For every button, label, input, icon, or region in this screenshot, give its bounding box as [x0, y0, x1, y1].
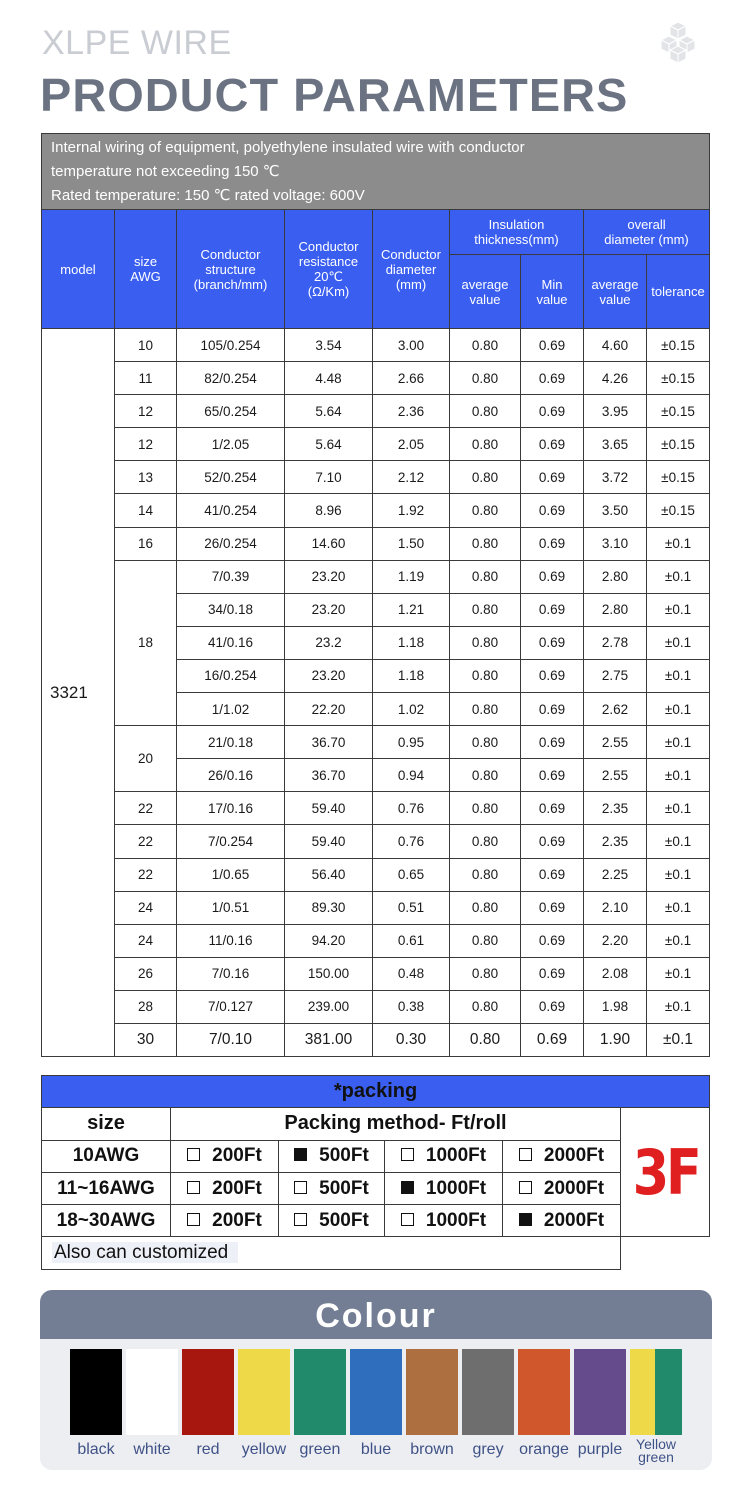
packing-option	[503, 1172, 621, 1204]
table-row	[42, 494, 710, 527]
cell-ins-avg: 0.80	[450, 825, 521, 858]
cell-diameter: 0.61	[373, 924, 450, 957]
cell-structure: 7/0.39	[177, 560, 285, 593]
cell-size: 22	[115, 792, 177, 825]
cell-resistance: 4.48	[285, 362, 373, 395]
cell-od-avg: 2.80	[584, 560, 647, 593]
col-header-model: model	[42, 210, 115, 329]
colour-label: orange	[519, 1441, 569, 1458]
cell-diameter: 0.65	[373, 858, 450, 891]
packing-size: 10AWG	[42, 1140, 171, 1172]
packing-note-row	[42, 1237, 710, 1269]
table-row	[42, 329, 710, 362]
cell-structure: 11/0.16	[177, 924, 285, 957]
cell-size: 12	[115, 395, 177, 428]
unchecked-box-icon	[401, 1148, 414, 1161]
cell-size: 16	[115, 527, 177, 560]
cell-od-avg: 3.95	[584, 395, 647, 428]
page-title: PRODUCT PARAMETERS	[40, 69, 629, 121]
col-header-resistance: Conductor resistance 20℃ (Ω/Km)	[285, 210, 373, 329]
colour-swatch	[182, 1349, 234, 1435]
cell-resistance: 7.10	[285, 461, 373, 494]
cell-ins-avg: 0.80	[450, 494, 521, 527]
colour-label: brown	[410, 1441, 454, 1458]
cell-tol: ±0.15	[647, 362, 710, 395]
cell-tol: ±0.1	[647, 560, 710, 593]
unchecked-box-icon	[187, 1213, 200, 1226]
cell-ins-avg: 0.80	[450, 428, 521, 461]
cell-structure: 105/0.254	[177, 329, 285, 362]
cell-size: 26	[115, 957, 177, 990]
col-header-ins-average: average value	[450, 255, 521, 329]
colour-label-line: green	[638, 1449, 674, 1465]
colour-swatch	[70, 1349, 122, 1435]
cell-diameter: 1.19	[373, 560, 450, 593]
cell-ins-avg: 0.80	[450, 1023, 521, 1056]
colour-label-line: Yellow	[636, 1436, 676, 1452]
cell-model: 3321	[42, 329, 115, 1057]
cell-ins-avg: 0.80	[450, 461, 521, 494]
cell-ins-avg: 0.80	[450, 990, 521, 1023]
cell-ins-avg: 0.80	[450, 395, 521, 428]
cell-tol: ±0.1	[647, 891, 710, 924]
packing-option-label: 1000Ft	[425, 1145, 487, 1167]
cell-structure: 65/0.254	[177, 395, 285, 428]
col-header-size: size AWG	[115, 210, 177, 329]
cell-resistance: 94.20	[285, 924, 373, 957]
colour-panel	[40, 1290, 712, 1470]
cell-od-avg: 2.10	[584, 891, 647, 924]
cell-tol: ±0.15	[647, 461, 710, 494]
cell-ins-avg: 0.80	[450, 560, 521, 593]
cell-ins-avg: 0.80	[450, 924, 521, 957]
cell-tol: ±0.1	[647, 593, 710, 626]
packing-option-label: 500Ft	[319, 1145, 369, 1167]
packing-option	[171, 1172, 279, 1204]
colour-swatch	[294, 1349, 346, 1435]
cell-od-avg: 2.20	[584, 924, 647, 957]
checked-box-icon	[294, 1148, 307, 1161]
colour-swatch	[350, 1349, 402, 1435]
cell-ins-min: 0.69	[521, 395, 584, 428]
description-line: Internal wiring of equipment, polyethylene insulated wire with conductor	[51, 139, 525, 156]
cell-od-avg: 3.72	[584, 461, 647, 494]
colour-label: blue	[360, 1441, 392, 1458]
cell-size: 13	[115, 461, 177, 494]
cell-diameter: 0.76	[373, 792, 450, 825]
unchecked-box-icon	[519, 1148, 532, 1161]
cell-tol: ±0.1	[647, 957, 710, 990]
cell-structure: 41/0.254	[177, 494, 285, 527]
cell-tol: ±0.15	[647, 395, 710, 428]
cell-resistance: 150.00	[285, 957, 373, 990]
checked-box-icon	[401, 1181, 414, 1194]
packing-option	[385, 1172, 503, 1204]
cell-od-avg: 4.60	[584, 329, 647, 362]
checked-box-icon	[519, 1213, 532, 1226]
colour-label: black	[77, 1441, 115, 1458]
cell-od-avg: 2.75	[584, 659, 647, 692]
packing-row	[42, 1172, 710, 1204]
colour-swatch	[574, 1349, 626, 1435]
cell-ins-avg: 0.80	[450, 726, 521, 759]
cell-diameter: 0.94	[373, 759, 450, 792]
cell-structure: 17/0.16	[177, 792, 285, 825]
cell-od-avg: 1.98	[584, 990, 647, 1023]
cell-ins-min: 0.69	[521, 858, 584, 891]
cell-ins-min: 0.69	[521, 494, 584, 527]
description-line: Rated temperature: 150 ℃ rated voltage: 600V	[51, 187, 365, 204]
packing-row	[42, 1140, 710, 1172]
cell-resistance: 59.40	[285, 792, 373, 825]
colour-swatch	[238, 1349, 290, 1435]
packing-option	[385, 1205, 503, 1237]
packing-option-label: 2000Ft	[543, 1209, 605, 1231]
cell-ins-min: 0.69	[521, 990, 584, 1023]
cell-od-avg: 2.35	[584, 825, 647, 858]
cell-ins-avg: 0.80	[450, 957, 521, 990]
colour-swatch	[518, 1349, 570, 1435]
cell-structure: 26/0.16	[177, 759, 285, 792]
table-row	[42, 461, 710, 494]
packing-option-label: 200Ft	[212, 1209, 262, 1231]
cell-diameter: 2.12	[373, 461, 450, 494]
table-row	[42, 428, 710, 461]
cell-resistance: 381.00	[285, 1023, 373, 1056]
cell-od-avg: 2.62	[584, 693, 647, 726]
cell-ins-avg: 0.80	[450, 593, 521, 626]
cell-diameter: 3.00	[373, 329, 450, 362]
cell-resistance: 5.64	[285, 395, 373, 428]
table-row	[42, 957, 710, 990]
cell-tol: ±0.15	[647, 428, 710, 461]
packing-option	[279, 1205, 385, 1237]
cell-size: 24	[115, 924, 177, 957]
cell-size: 10	[115, 329, 177, 362]
cell-ins-avg: 0.80	[450, 792, 521, 825]
packing-option	[171, 1205, 279, 1237]
cell-diameter: 1.50	[373, 527, 450, 560]
col-header-diameter: Conductor diameter (mm)	[373, 210, 450, 329]
colour-label: yellow	[241, 1441, 287, 1458]
colour-label	[623, 1438, 689, 1464]
cell-ins-avg: 0.80	[450, 362, 521, 395]
packing-option-label: 2000Ft	[543, 1177, 605, 1199]
cell-od-avg: 2.80	[584, 593, 647, 626]
table-row	[42, 990, 710, 1023]
cell-ins-min: 0.69	[521, 825, 584, 858]
packing-size: 11~16AWG	[42, 1172, 171, 1204]
table-row	[42, 1023, 710, 1056]
cell-ins-avg: 0.80	[450, 329, 521, 362]
cell-structure: 7/0.10	[177, 1023, 285, 1056]
colour-swatch	[462, 1349, 514, 1435]
cell-od-avg: 1.90	[584, 1023, 647, 1056]
col-header-overall: overall diameter (mm)	[584, 210, 710, 255]
cell-diameter: 0.76	[373, 825, 450, 858]
col-header-od-average: average value	[584, 255, 647, 329]
packing-option-label: 200Ft	[212, 1145, 262, 1167]
cell-od-avg: 4.26	[584, 362, 647, 395]
cell-resistance: 23.20	[285, 659, 373, 692]
cell-size: 24	[115, 891, 177, 924]
cell-resistance: 23.20	[285, 560, 373, 593]
cell-structure: 82/0.254	[177, 362, 285, 395]
cell-diameter: 1.92	[373, 494, 450, 527]
cell-diameter: 0.38	[373, 990, 450, 1023]
colour-swatch	[126, 1349, 178, 1435]
cell-tol: ±0.1	[647, 792, 710, 825]
colour-swatch	[406, 1349, 458, 1435]
cell-resistance: 36.70	[285, 759, 373, 792]
cell-size: 11	[115, 362, 177, 395]
cell-ins-avg: 0.80	[450, 891, 521, 924]
packing-option-label: 1000Ft	[425, 1209, 487, 1231]
cell-structure: 7/0.127	[177, 990, 285, 1023]
cell-od-avg: 2.35	[584, 792, 647, 825]
cell-structure: 1/0.51	[177, 891, 285, 924]
cell-tol: ±0.1	[647, 759, 710, 792]
colour-label: purple	[577, 1441, 623, 1458]
cell-tol: ±0.15	[647, 329, 710, 362]
cell-diameter: 1.18	[373, 659, 450, 692]
col-header-structure: Conductor structure (branch/mm)	[177, 210, 285, 329]
packing-option	[279, 1172, 385, 1204]
cell-diameter: 0.30	[373, 1023, 450, 1056]
cell-ins-min: 0.69	[521, 527, 584, 560]
colour-swatch	[630, 1349, 682, 1435]
cell-ins-min: 0.69	[521, 957, 584, 990]
cell-ins-min: 0.69	[521, 593, 584, 626]
packing-option	[503, 1140, 621, 1172]
cell-size: 18	[115, 560, 177, 725]
cell-resistance: 8.96	[285, 494, 373, 527]
cell-ins-avg: 0.80	[450, 659, 521, 692]
packing-option-label: 500Ft	[319, 1177, 369, 1199]
cell-ins-avg: 0.80	[450, 693, 521, 726]
cell-ins-min: 0.69	[521, 461, 584, 494]
cell-size: 22	[115, 825, 177, 858]
cell-ins-avg: 0.80	[450, 759, 521, 792]
cell-ins-min: 0.69	[521, 659, 584, 692]
table-description	[42, 134, 710, 210]
cell-ins-min: 0.69	[521, 924, 584, 957]
packing-note: Also can customized	[52, 1242, 238, 1263]
table-row	[42, 792, 710, 825]
packing-option-label: 500Ft	[319, 1209, 369, 1231]
cell-structure: 41/0.16	[177, 626, 285, 659]
cell-resistance: 239.00	[285, 990, 373, 1023]
packing-size-header: size	[42, 1108, 171, 1140]
cell-od-avg: 3.10	[584, 527, 647, 560]
cell-diameter: 0.95	[373, 726, 450, 759]
cell-structure: 1/1.02	[177, 693, 285, 726]
cell-structure: 1/2.05	[177, 428, 285, 461]
cell-od-avg: 2.25	[584, 858, 647, 891]
unchecked-box-icon	[401, 1213, 414, 1226]
colour-label: green	[299, 1441, 341, 1458]
cell-ins-min: 0.69	[521, 362, 584, 395]
cell-od-avg: 2.78	[584, 626, 647, 659]
cell-tol: ±0.1	[647, 726, 710, 759]
cell-tol: ±0.1	[647, 858, 710, 891]
packing-option-label: 2000Ft	[543, 1145, 605, 1167]
cell-resistance: 89.30	[285, 891, 373, 924]
cubes-icon	[656, 20, 700, 64]
header-subtitle: XLPE WIRE	[42, 24, 232, 62]
colour-swatches	[70, 1349, 686, 1435]
cell-ins-min: 0.69	[521, 792, 584, 825]
cell-od-avg: 2.08	[584, 957, 647, 990]
cell-od-avg: 2.55	[584, 759, 647, 792]
table-row	[42, 891, 710, 924]
cell-tol: ±0.1	[647, 626, 710, 659]
cell-resistance: 3.54	[285, 329, 373, 362]
cell-ins-min: 0.69	[521, 693, 584, 726]
cell-diameter: 2.05	[373, 428, 450, 461]
packing-method-header: Packing method- Ft/roll	[171, 1108, 621, 1140]
unchecked-box-icon	[294, 1181, 307, 1194]
col-header-insulation: Insulation thickness(mm)	[450, 210, 584, 255]
parameter-table	[41, 133, 710, 1057]
colour-title: Colour	[40, 1290, 712, 1339]
cell-ins-avg: 0.80	[450, 858, 521, 891]
cell-ins-avg: 0.80	[450, 527, 521, 560]
cell-resistance: 23.2	[285, 626, 373, 659]
col-header-ins-min: Min value	[521, 255, 584, 329]
cell-size: 30	[115, 1023, 177, 1056]
cell-tol: ±0.1	[647, 527, 710, 560]
cell-diameter: 2.66	[373, 362, 450, 395]
cell-diameter: 1.02	[373, 693, 450, 726]
cell-resistance: 14.60	[285, 527, 373, 560]
cell-ins-min: 0.69	[521, 759, 584, 792]
cell-size: 14	[115, 494, 177, 527]
colour-label: grey	[472, 1441, 504, 1458]
packing-row	[42, 1205, 710, 1237]
cell-diameter: 1.18	[373, 626, 450, 659]
cell-size: 20	[115, 726, 177, 792]
cell-tol: ±0.1	[647, 659, 710, 692]
unchecked-box-icon	[294, 1213, 307, 1226]
cell-tol: ±0.15	[647, 494, 710, 527]
cell-ins-min: 0.69	[521, 428, 584, 461]
unchecked-box-icon	[519, 1181, 532, 1194]
col-header-tolerance: tolerance	[647, 255, 710, 329]
cell-od-avg: 3.65	[584, 428, 647, 461]
packing-size: 18~30AWG	[42, 1205, 171, 1237]
cell-resistance: 56.40	[285, 858, 373, 891]
colour-label: red	[196, 1441, 220, 1458]
cell-ins-min: 0.69	[521, 329, 584, 362]
cell-structure: 7/0.16	[177, 957, 285, 990]
packing-note-cell	[42, 1237, 621, 1269]
cell-structure: 7/0.254	[177, 825, 285, 858]
cell-od-avg: 2.55	[584, 726, 647, 759]
table-row	[42, 825, 710, 858]
table-row	[42, 362, 710, 395]
table-row	[42, 726, 710, 759]
cell-tol: ±0.1	[647, 1023, 710, 1056]
cell-od-avg: 3.50	[584, 494, 647, 527]
table-row	[42, 560, 710, 593]
cell-diameter: 1.21	[373, 593, 450, 626]
packing-option-label: 200Ft	[212, 1177, 262, 1199]
cell-ins-min: 0.69	[521, 726, 584, 759]
table-row	[42, 527, 710, 560]
packing-option-label: 1000Ft	[425, 1177, 487, 1199]
description-line: temperature not exceeding 150 ℃	[51, 163, 280, 180]
cell-size: 28	[115, 990, 177, 1023]
table-row	[42, 924, 710, 957]
cell-ins-min: 0.69	[521, 560, 584, 593]
table-row	[42, 395, 710, 428]
cell-ins-min: 0.69	[521, 891, 584, 924]
cell-tol: ±0.1	[647, 693, 710, 726]
cell-size: 22	[115, 858, 177, 891]
cell-structure: 34/0.18	[177, 593, 285, 626]
packing-option	[385, 1140, 503, 1172]
cell-structure: 26/0.254	[177, 527, 285, 560]
cell-resistance: 59.40	[285, 825, 373, 858]
cell-size: 12	[115, 428, 177, 461]
packing-option	[503, 1205, 621, 1237]
cell-diameter: 0.48	[373, 957, 450, 990]
brand-logo-3f: 3F	[627, 1108, 703, 1237]
cell-diameter: 0.51	[373, 891, 450, 924]
cell-structure: 52/0.254	[177, 461, 285, 494]
cell-structure: 1/0.65	[177, 858, 285, 891]
cell-ins-avg: 0.80	[450, 626, 521, 659]
unchecked-box-icon	[187, 1181, 200, 1194]
cell-tol: ±0.1	[647, 825, 710, 858]
packing-option	[171, 1140, 279, 1172]
cell-resistance: 5.64	[285, 428, 373, 461]
cell-tol: ±0.1	[647, 924, 710, 957]
unchecked-box-icon	[187, 1148, 200, 1161]
cell-structure: 16/0.254	[177, 659, 285, 692]
cell-ins-min: 0.69	[521, 1023, 584, 1056]
cell-resistance: 23.20	[285, 593, 373, 626]
cell-ins-min: 0.69	[521, 626, 584, 659]
packing-option	[279, 1140, 385, 1172]
packing-table	[41, 1075, 710, 1270]
table-row	[42, 858, 710, 891]
cell-structure: 21/0.18	[177, 726, 285, 759]
cell-tol: ±0.1	[647, 990, 710, 1023]
cell-resistance: 22.20	[285, 693, 373, 726]
parameter-table-body	[42, 329, 710, 1057]
cell-resistance: 36.70	[285, 726, 373, 759]
packing-title: *packing	[42, 1076, 710, 1108]
colour-label: white	[133, 1441, 171, 1458]
cell-diameter: 2.36	[373, 395, 450, 428]
